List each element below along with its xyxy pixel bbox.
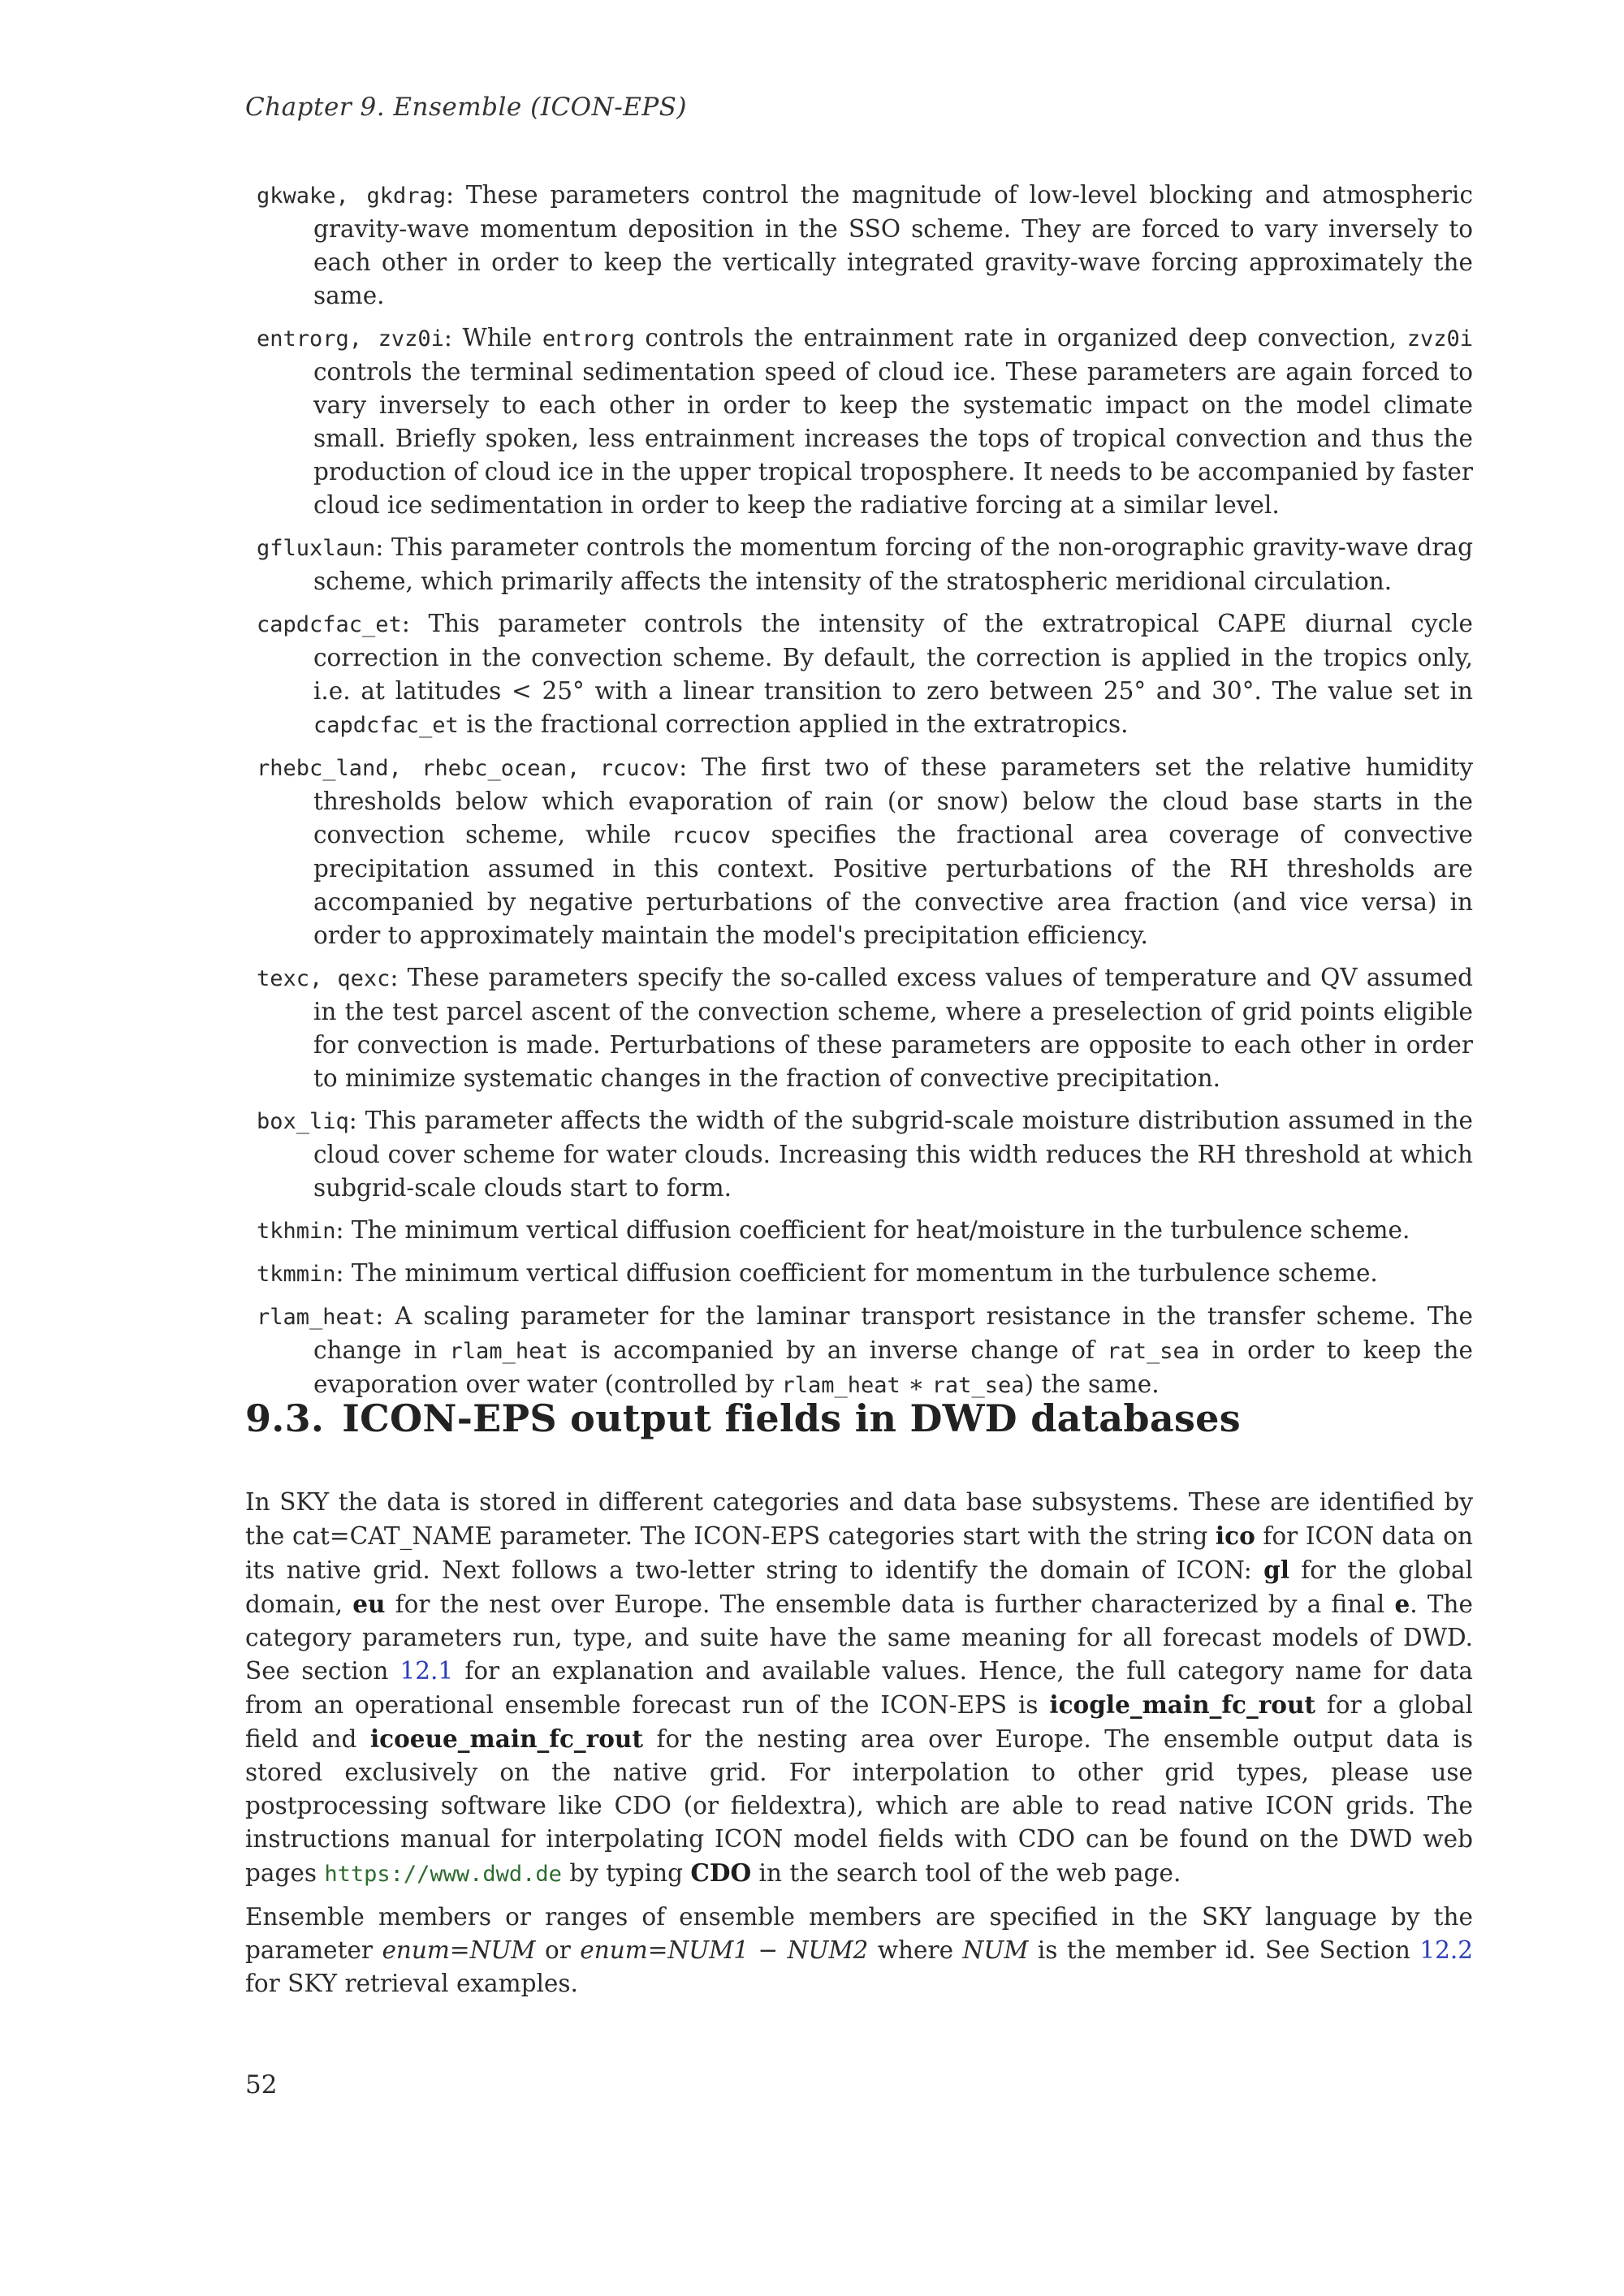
definition-gkwake-gkdrag: gkwake, gkdrag: These parameters control the magnitude of low-level blocking and atmospheric gravity-wave momentum deposition in the SSO scheme. They are forced to vary inversely to each other in order to keep the vertically integrated gravity-wave forcing approximately the same.: [257, 181, 1473, 309]
paragraph-sky-categories: In SKY the data is stored in different categories and data base subsystems. These are identified by the cat=CAT_NAME parameter. The ICON-EPS categories start with the string ico for ICON data on its native grid. Next follows a two-letter string to identify the domain of ICON: gl for the global domain, eu for the nest over Europe. The ensemble data is further characterized by a final e. The category parameters run, type, and suite have the same meaning for all forecast models of DWD. See section 12.1 for an explanation and available values. Hence, the full category name for data from an operational ensemble forecast run of the ICON-EPS is icogle_main_fc_rout for a global field and icoeue_main_fc_rout for the nesting area over Europe. The ensemble output data is stored exclusively on the native grid. For interpolation to other grid types, please use postprocessing software like CDO (or fieldextra), which are able to read native ICON grids. The instructions manual for interpolating ICON model fields with CDO can be found on the DWD web pages https://www.dwd.de by typing CDO in the search tool of the web page.: [245, 1488, 1473, 1887]
section-heading: [245, 1396, 1241, 1440]
parameter-term: texc, qexc: [257, 966, 391, 991]
definition-rlam-heat: rlam_heat: A scaling parameter for the laminar transport resistance in the transfer scheme. The change in rlam_heat is accompanied by an inverse change of rat_sea in order to keep the evaporation over water (controlled by rlam_heat ∗ rat_sea) the same.: [257, 1302, 1473, 1398]
parameter-term: gkwake, gkdrag: [257, 183, 447, 209]
paragraph-ensemble-members: Ensemble members or ranges of ensemble members are specified in the SKY language by the parameter enum=NUM or enum=NUM1 − NUM2 where NUM is the member id. See Section 12.2 for SKY retrieval examples.: [245, 1903, 1473, 1997]
section-ref-link[interactable]: 12.1: [400, 1657, 454, 1685]
parameter-definition-list: [257, 179, 1473, 1411]
section-title-text: ICON-EPS output fields in DWD databases: [342, 1396, 1241, 1440]
definition-rhebc-rcucov: rhebc_land, rhebc_ocean, rcucov: The first two of these parameters set the relative humidity thresholds below which evaporation of rain (or snow) below the cloud base starts in the convection scheme, while rcucov specifies the fractional area coverage of convective precipitation assumed in this context. Positive perturbations of the RH thresholds are accompanied by negative perturbations of the convective area fraction (and vice versa) in order to approximately maintain the model's precipitation efficiency.: [257, 753, 1474, 949]
page-number: 52: [245, 2070, 278, 2100]
parameter-term: capdcfac_et: [257, 612, 402, 637]
definition-entrorg-zvz0i: entrorg, zvz0i: While entrorg controls the entrainment rate in organized deep convection, zvz0i controls the terminal sedimentation speed of cloud ice. These parameters are again forced to vary inversely to each other in order to keep the systematic impact on the model climate small. Briefly spoken, less entrainment increases the tops of tropical convection and thus the production of cloud ice in the upper tropical troposphere. It needs to be accompanied by faster cloud ice sedimentation in order to keep the radiative forcing at a similar level.: [257, 324, 1473, 519]
section-ref-link[interactable]: 12.2: [1419, 1936, 1473, 1964]
parameter-term: gfluxlaun: [257, 536, 376, 561]
parameter-term: box_liq: [257, 1109, 349, 1134]
running-head: Chapter 9. Ensemble (ICON-EPS): [245, 93, 688, 122]
definition-tkhmin: tkhmin: The minimum vertical diffusion coefficient for heat/moisture in the turbulence scheme.: [257, 1216, 1410, 1244]
parameter-term: tkmmin: [257, 1262, 336, 1287]
parameter-term: entrorg, zvz0i: [257, 326, 444, 352]
definition-texc-qexc: texc, qexc: These parameters specify the so-called excess values of temperature and QV assumed in the test parcel ascent of the convection scheme, where a preselection of grid points eligible for convection is made. Perturbations of these parameters are opposite to each other in order to minimize systematic changes in the fraction of convective precipitation.: [257, 964, 1473, 1092]
section-number: 9.3.: [245, 1396, 325, 1440]
section-body: [245, 1486, 1473, 2010]
definition-capdcfac-et: capdcfac_et: This parameter controls the intensity of the extratropical CAPE diurnal cycle correction in the convection scheme. By default, the correction is applied in the tropics only, i.e. at latitudes < 25° with a linear transition to zero between 25° and 30°. The value set in capdcfac_et is the fractional correction applied in the extratropics.: [257, 610, 1474, 738]
dwd-url-link[interactable]: https://www.dwd.de: [324, 1862, 562, 1887]
definition-box-liq: box_liq: This parameter affects the width of the subgrid-scale moisture distribution assumed in the cloud cover scheme for water clouds. Increasing this width reduces the RH threshold at which subgrid-scale clouds start to form.: [257, 1107, 1473, 1202]
definition-tkmmin: tkmmin: The minimum vertical diffusion coefficient for momentum in the turbulence scheme.: [257, 1259, 1378, 1287]
parameter-term: rlam_heat: [257, 1305, 376, 1330]
definition-gfluxlaun: gfluxlaun: This parameter controls the momentum forcing of the non-orographic gravity-wave drag scheme, which primarily affects the intensity of the stratospheric meridional circulation.: [257, 533, 1473, 595]
parameter-term: tkhmin: [257, 1219, 336, 1244]
parameter-term: rhebc_land, rhebc_ocean, rcucov: [257, 756, 680, 781]
